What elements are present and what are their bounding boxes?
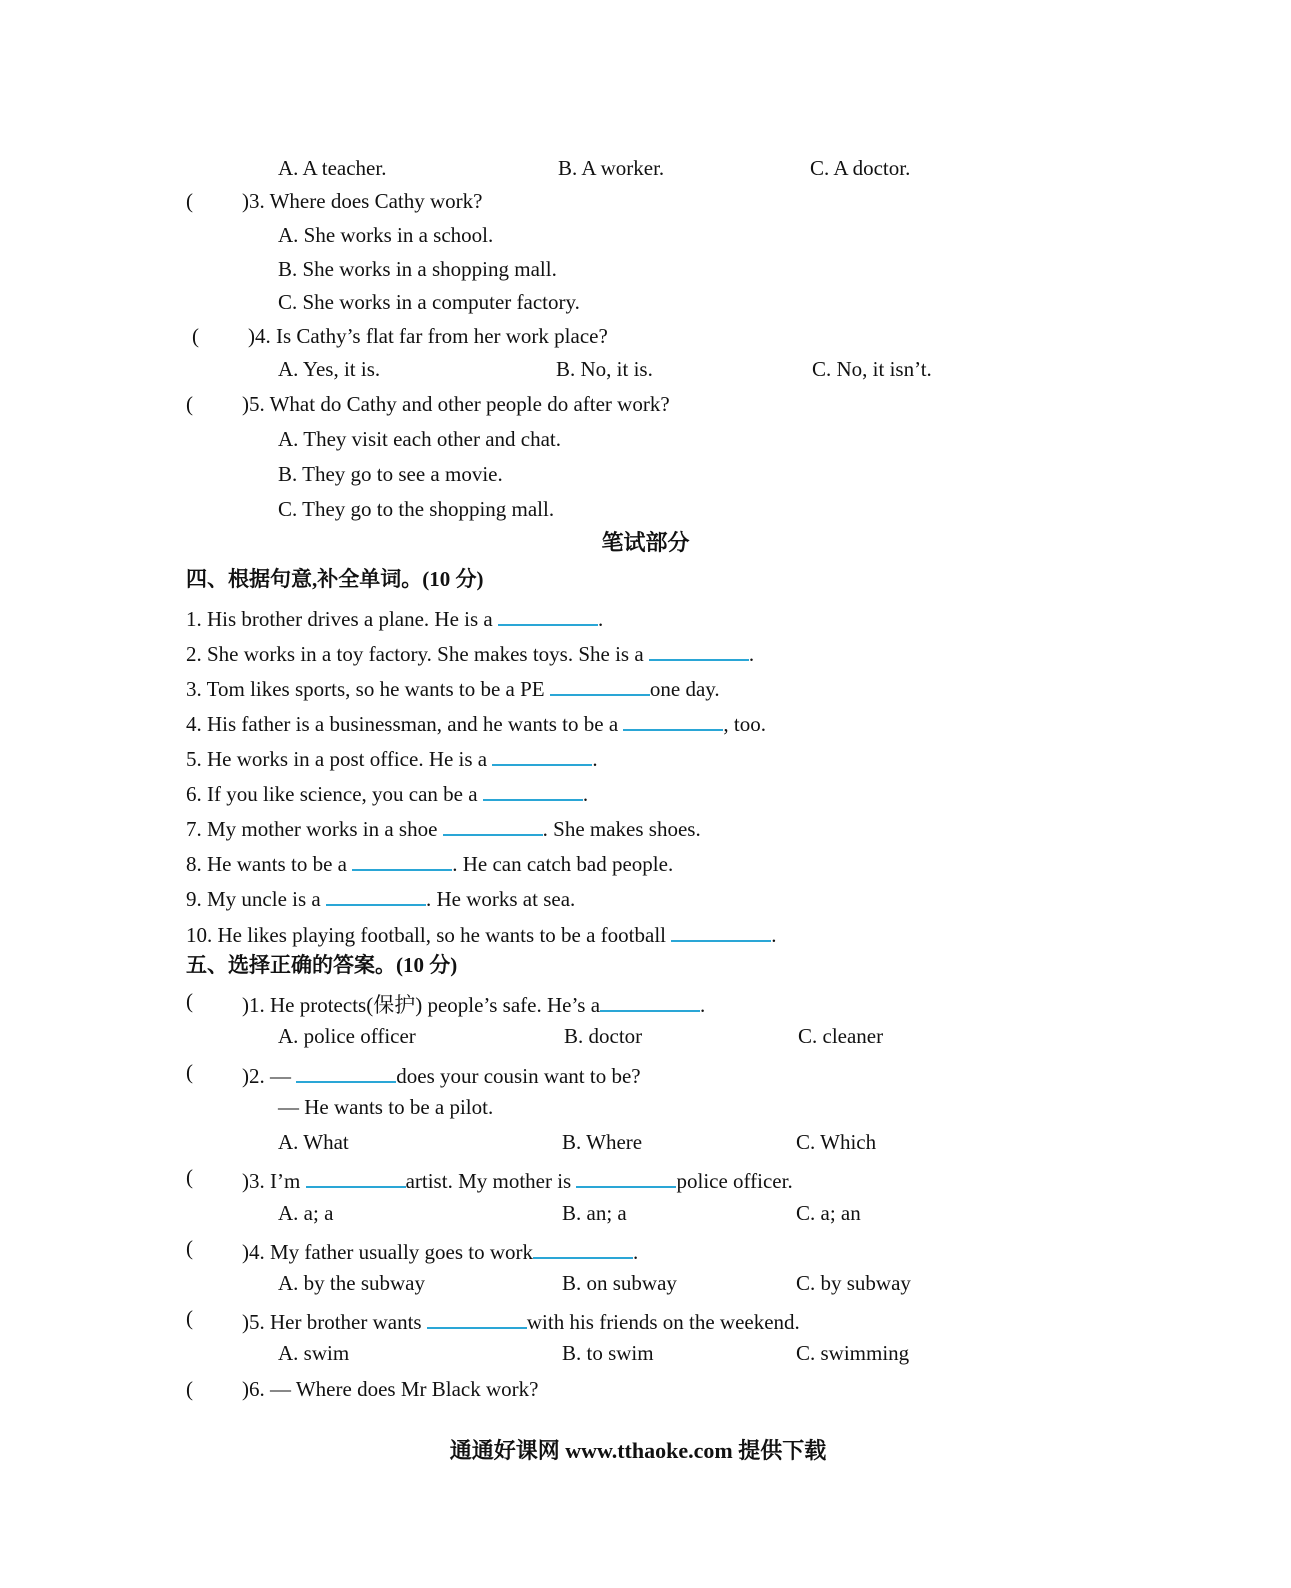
option-b: B. an; a	[562, 1201, 627, 1225]
fill-item: 1. His brother drives a plane. He is a .	[186, 602, 603, 632]
question-stem: )3. I’m artist. My mother is police officer.	[242, 1164, 793, 1194]
answer-paren[interactable]: (	[186, 989, 193, 1013]
option-b: B. No, it is.	[556, 357, 653, 381]
option-c: C. swimming	[796, 1341, 910, 1365]
option-c: C. a; an	[796, 1201, 861, 1225]
option-c: C. They go to the shopping mall.	[278, 497, 555, 521]
answer-blank[interactable]	[443, 812, 543, 836]
answer-paren[interactable]: (	[186, 392, 193, 416]
option-a: A. What	[278, 1130, 349, 1154]
q2-option-b: B. A worker.	[558, 156, 665, 180]
answer-paren[interactable]: (	[186, 1165, 193, 1189]
answer-blank[interactable]	[576, 1164, 676, 1188]
option-b: B. She works in a shopping mall.	[278, 257, 557, 281]
answer-blank[interactable]	[492, 742, 592, 766]
q2-option-c: C. A doctor.	[810, 156, 911, 180]
fill-item: 2. She works in a toy factory. She makes toys. She is a .	[186, 637, 754, 667]
fill-item: 7. My mother works in a shoe . She makes shoes.	[186, 812, 701, 842]
answer-paren[interactable]: (	[192, 324, 199, 348]
fill-item: 8. He wants to be a . He can catch bad people.	[186, 847, 673, 877]
option-a: A. a; a	[278, 1201, 334, 1225]
answer-blank[interactable]	[306, 1164, 406, 1188]
option-b: B. They go to see a movie.	[278, 462, 503, 486]
section4-heading: 四、根据句意,补全单词。(10 分)	[186, 567, 484, 591]
answer-paren[interactable]: (	[186, 189, 193, 213]
fill-item: 4. His father is a businessman, and he wants to be a , too.	[186, 707, 766, 737]
footer-download-note: 通通好课网 www.tthaoke.com 提供下载	[449, 1438, 827, 1463]
option-c: C. No, it isn’t.	[812, 357, 932, 381]
option-b: B. Where	[562, 1130, 643, 1154]
answer-blank[interactable]	[427, 1305, 527, 1329]
option-b: B. on subway	[562, 1271, 677, 1295]
fill-item: 10. He likes playing football, so he wants to be a football .	[186, 918, 777, 948]
question-stem: )5. What do Cathy and other people do after work?	[242, 392, 670, 416]
answer-blank[interactable]	[326, 882, 426, 906]
option-a: A. She works in a school.	[278, 223, 494, 247]
answer-blank[interactable]	[483, 777, 583, 801]
fill-item: 5. He works in a post office. He is a .	[186, 742, 598, 772]
question-stem: )1. He protects(保护) people’s safe. He’s a .	[242, 988, 705, 1018]
option-b: B. to swim	[562, 1341, 654, 1365]
fill-item: 3. Tom likes sports, so he wants to be a PE one day.	[186, 672, 720, 702]
option-c: C. Which	[796, 1130, 877, 1154]
fill-item: 9. My uncle is a . He works at sea.	[186, 882, 575, 912]
option-c: C. by subway	[796, 1271, 911, 1295]
option-c: C. cleaner	[798, 1024, 884, 1048]
question-stem: )3. Where does Cathy work?	[242, 189, 483, 213]
question-stem: )4. Is Cathy’s flat far from her work place?	[248, 324, 608, 348]
answer-blank[interactable]	[623, 707, 723, 731]
question-stem: )6. — Where does Mr Black work?	[242, 1377, 539, 1401]
answer-blank[interactable]	[533, 1235, 633, 1259]
option-a: A. swim	[278, 1341, 350, 1365]
question-stem: )2. — does your cousin want to be?	[242, 1059, 641, 1089]
section5-heading: 五、选择正确的答案。(10 分)	[186, 953, 458, 977]
answer-blank[interactable]	[550, 672, 650, 696]
q2-option-a: A. A teacher.	[278, 156, 387, 180]
answer-blank[interactable]	[296, 1059, 396, 1083]
question-stem: )5. Her brother wants with his friends on the weekend.	[242, 1305, 800, 1335]
answer-blank[interactable]	[671, 918, 771, 942]
question-stem: )4. My father usually goes to work .	[242, 1235, 638, 1265]
dialog-line: — He wants to be a pilot.	[278, 1095, 494, 1119]
answer-paren[interactable]: (	[186, 1060, 193, 1084]
option-a: A. by the subway	[278, 1271, 425, 1295]
answer-blank[interactable]	[352, 847, 452, 871]
fill-item: 6. If you like science, you can be a .	[186, 777, 588, 807]
answer-paren[interactable]: (	[186, 1236, 193, 1260]
answer-blank[interactable]	[600, 988, 700, 1012]
option-a: A. Yes, it is.	[278, 357, 381, 381]
option-b: B. doctor	[564, 1024, 643, 1048]
answer-paren[interactable]: (	[186, 1377, 193, 1401]
answer-blank[interactable]	[649, 637, 749, 661]
answer-paren[interactable]: (	[186, 1306, 193, 1330]
option-c: C. She works in a computer factory.	[278, 290, 580, 314]
option-a: A. They visit each other and chat.	[278, 427, 562, 451]
written-section-title: 笔试部分	[601, 530, 690, 555]
option-a: A. police officer	[278, 1024, 416, 1048]
answer-blank[interactable]	[498, 602, 598, 626]
